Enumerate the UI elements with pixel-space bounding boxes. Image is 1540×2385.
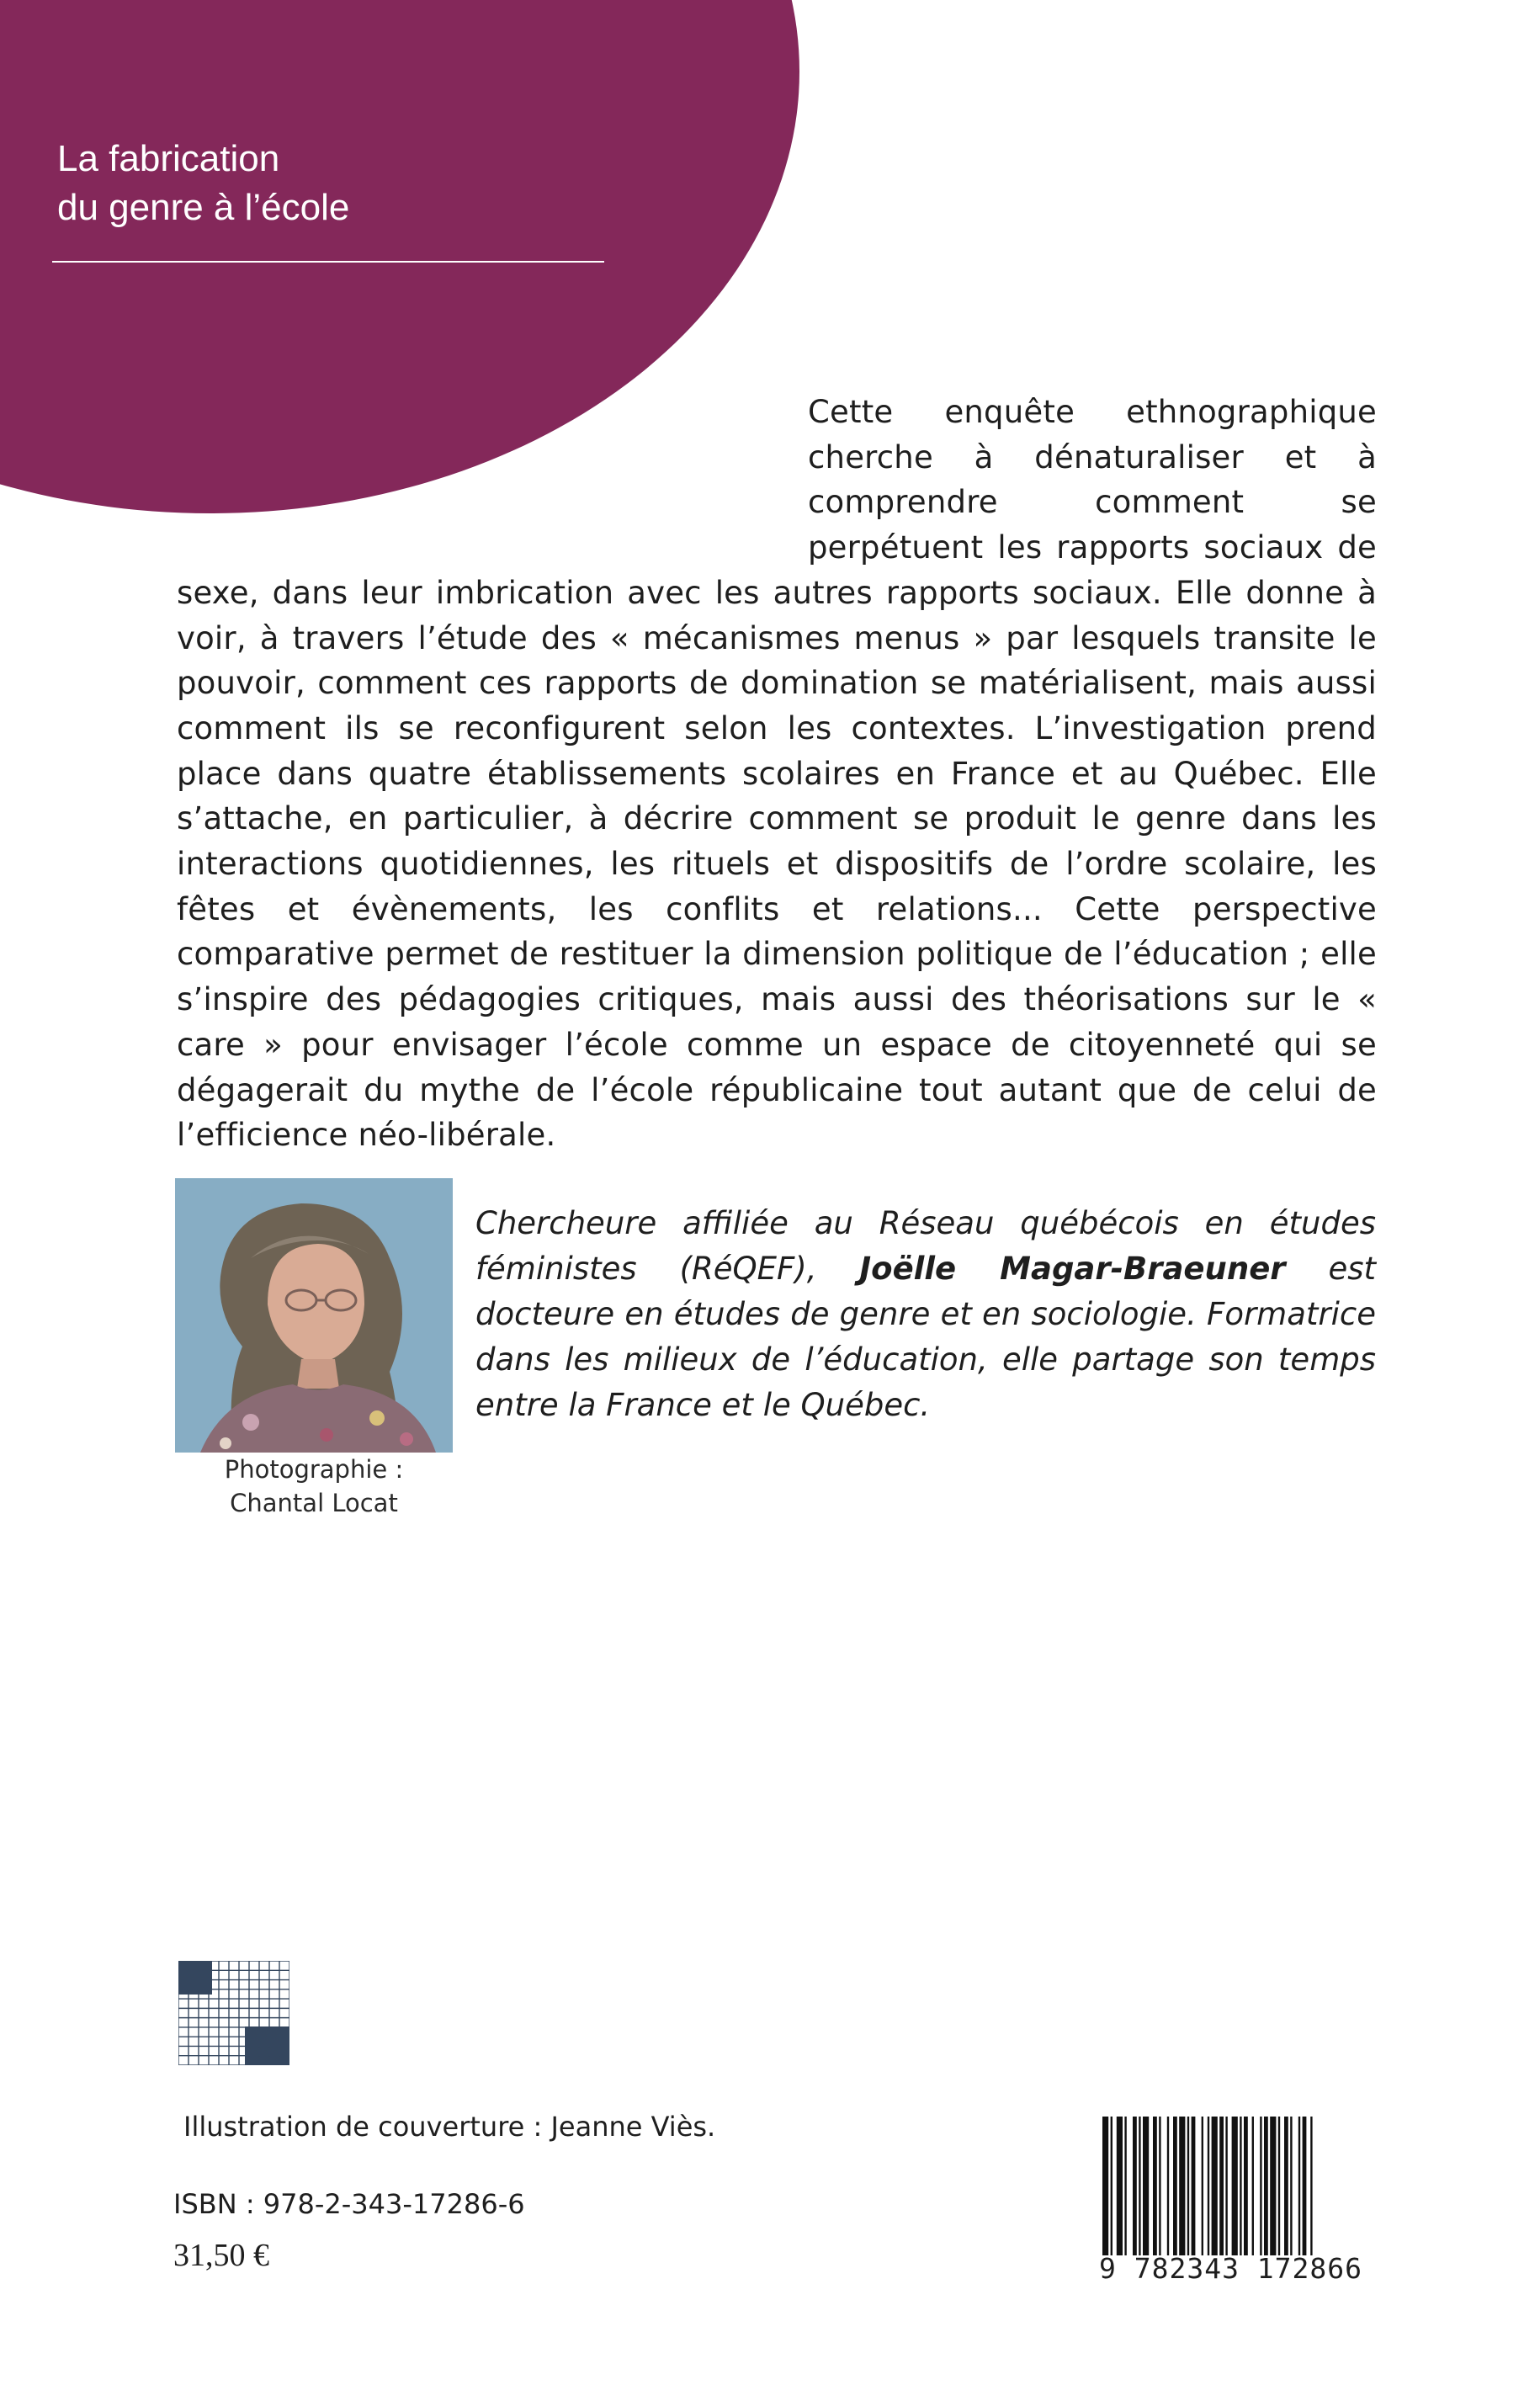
- summary-wrap-shape: [177, 390, 808, 566]
- barcode-bar: [1159, 2117, 1160, 2255]
- barcode-bar: [1244, 2117, 1248, 2255]
- barcode-bar: [1310, 2117, 1312, 2255]
- photo-caption: [168, 1453, 459, 1520]
- barcode-bar: [1232, 2117, 1238, 2255]
- barcode-bar: [1202, 2117, 1203, 2255]
- barcode-bar: [1303, 2117, 1307, 2255]
- barcode-bar: [1278, 2117, 1280, 2255]
- barcode-bar: [1102, 2117, 1108, 2255]
- title-divider: [52, 261, 604, 263]
- photo-caption-line-2: Chantal Locat: [230, 1489, 398, 1517]
- photo-caption-line-1: Photographie :: [224, 1455, 404, 1484]
- bio-text-start: Chercheure affiliée au Réseau québécois en études féministes (RéQEF),: [475, 1205, 1376, 1287]
- author-portrait-illustration: [175, 1178, 453, 1453]
- barcode-bar: [1219, 2117, 1224, 2255]
- barcode-bar: [1212, 2117, 1218, 2255]
- barcode-bar: [1187, 2117, 1189, 2255]
- barcode-bar: [1124, 2117, 1126, 2255]
- barcode-bar: [1167, 2117, 1169, 2255]
- price: 31,50 €: [173, 2238, 269, 2273]
- barcode-bar: [1153, 2117, 1157, 2255]
- barcode-bar: [1111, 2117, 1113, 2255]
- barcode-bar: [1139, 2117, 1140, 2255]
- barcode-bar: [1284, 2117, 1288, 2255]
- isbn: ISBN : 978-2-343-17286-6: [173, 2188, 525, 2220]
- barcode-bar: [1117, 2117, 1123, 2255]
- book-title-line-1: La fabrication: [57, 138, 280, 179]
- barcode-bar: [1270, 2117, 1276, 2255]
- barcode-bar: [1225, 2117, 1227, 2255]
- barcode-bar: [1240, 2117, 1241, 2255]
- barcode-bar: [1298, 2117, 1300, 2255]
- book-title-line-2: du genre à l’école: [57, 187, 350, 228]
- author-photo: [175, 1178, 453, 1453]
- author-bio: [475, 1201, 1376, 1428]
- barcode-bar: [1173, 2117, 1177, 2255]
- barcode-bar: [1143, 2117, 1149, 2255]
- cover-illustration-credit: Illustration de couverture : Jeanne Viès.: [183, 2111, 716, 2143]
- bio-text-end: est docteure en études de genre et en sociologie. Formatrice dans les milieux de l’éducation, elle partage son temps entre la France et le Québec.: [475, 1251, 1377, 1423]
- barcode-bar: [1133, 2117, 1137, 2255]
- book-summary-block: [177, 390, 1377, 1158]
- barcode: [1099, 2117, 1394, 2255]
- barcode-bar: [1260, 2117, 1261, 2255]
- barcode-bar: [1252, 2117, 1254, 2255]
- book-summary: Cette enquête ethnographique cherche à dénaturaliser et à comprendre comment se perpétuent les rapports sociaux de sexe, dans leur imbrication avec les autres rapports sociaux. Elle donne à voir, à travers l’étude des « mécanismes menus » par lesquels transite le pouvoir, comment ces rapports de domination se matérialisent, mais aussi comment ils se reconfigurent selon les contextes. L’investigation prend place dans quatre établissements scolaires en France et au Québec. Elle s’attache, en particulier, à décrire comment se produit le genre dans les interactions quotidiennes, les rituels et dispositifs de l’ordre scolaire, les fêtes et évènements, les conflits et relations... Cette perspective comparative permet de restituer la dimension politique de l’éducation ; elle s’inspire des pédagogies critiques, mais aussi des théorisations sur le « care » pour envisager l’école comme un espace de citoyenneté qui se dégagerait du mythe de l’école républicaine tout autant que de celui de l’efficience néo-libérale.: [177, 394, 1377, 1154]
- barcode-bar: [1179, 2117, 1185, 2255]
- barcode-bar: [1192, 2117, 1196, 2255]
- book-title: [57, 135, 596, 232]
- barcode-bar: [1264, 2117, 1268, 2255]
- barcode-bar: [1208, 2117, 1209, 2255]
- barcode-bar: [1290, 2117, 1292, 2255]
- author-name: Joëlle Magar-Braeuner: [859, 1251, 1286, 1287]
- publisher-logo: [178, 1961, 289, 2065]
- barcode-digits: 9 782343 172866: [1099, 2252, 1363, 2285]
